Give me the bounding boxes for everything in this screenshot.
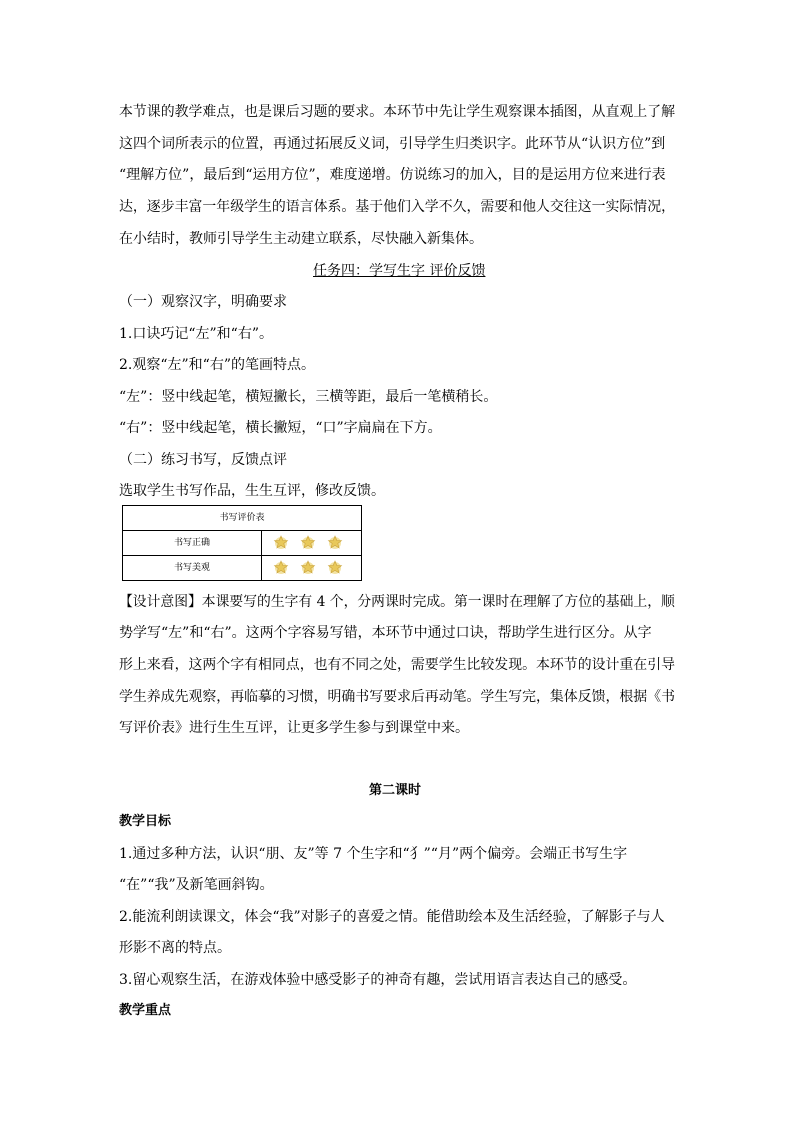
evaluation-table: [122, 505, 362, 581]
goals-heading: 教学目标: [119, 814, 172, 829]
star-icon: [300, 534, 316, 550]
key-points-heading: 教学重点: [119, 1003, 172, 1018]
design-intent-line: 形上来看，这两个字有相同点，也有不同之处，需要学生比较发现。本环节的设计重在引导: [119, 657, 675, 673]
table-row: [123, 531, 361, 556]
paragraph-line: 达，逐步丰富一年级学生的语言体系。基于他们入学不久，需要和他人交往这一实际情况，: [119, 199, 675, 215]
goal-line: 1.通过多种方法，认识“朋、友”等 7 个生字和“犭”“月”两个偏旁。会端正书写生字: [119, 846, 628, 862]
paragraph-line: “理解方位”，最后到“运用方位”，难度递增。仿说练习的加入，目的是运用方位来进行表: [119, 167, 666, 183]
design-intent-line: 势学写“左”和“右”。这两个字容易写错，本环节中通过口诀，帮助学生进行区分。从字: [119, 625, 652, 641]
paragraph-line: 在小结时，教师引导学生主动建立联系，尽快融入新集体。: [119, 231, 483, 247]
paragraph-line: 本节课的教学难点，也是课后习题的要求。本环节中先让学生观察课本插图，从直观上了解: [119, 104, 675, 120]
row-label: 书写正确: [123, 531, 262, 555]
goal-line: 3.留心观察生活，在游戏体验中感受影子的神奇有趣，尝试用语言表达自己的感受。: [119, 972, 637, 988]
lesson-title: 第二课时: [369, 783, 422, 798]
star-rating: [273, 559, 353, 577]
task-title: 任务四：学写生字 评价反馈: [313, 263, 486, 279]
design-intent-line: 学生养成先观察，再临摹的习惯，明确书写要求后再动笔。学生写完，集体反馈，根据《书: [119, 689, 675, 705]
star-icon: [327, 534, 343, 550]
section-heading: （二）练习书写，反馈点评: [119, 452, 287, 468]
character-note: “右”：竖中线起笔，横长撇短，“口”字扁扁在下方。: [119, 420, 442, 436]
table-caption: 书写评价表: [123, 506, 361, 531]
star-icon: [327, 559, 343, 575]
star-icon: [273, 559, 289, 575]
list-item: 1.口诀巧记“左”和“右”。: [119, 326, 273, 342]
star-icon: [300, 559, 316, 575]
goal-line: 形影不离的特点。: [119, 940, 231, 956]
section-heading: （一）观察汉字，明确要求: [119, 294, 287, 310]
goal-line: 2.能流利朗读课文，体会“我”对影子的喜爱之情。能借助绘本及生活经验，了解影子与人: [119, 909, 665, 925]
paragraph-line: 这四个词所表示的位置，再通过拓展反义词，引导学生归类识字。此环节从“认识方位”到: [119, 136, 666, 152]
character-note: “左”：竖中线起笔，横短撇长，三横等距，最后一笔横稍长。: [119, 389, 498, 405]
paragraph-line: 选取学生书写作品，生生互评，修改反馈。: [119, 483, 385, 499]
star-icon: [273, 534, 289, 550]
star-rating: [273, 534, 353, 552]
design-intent-line: 写评价表》进行生生互评，让更多学生参与到课堂中来。: [119, 720, 469, 736]
table-row: [123, 556, 361, 580]
goal-line: “在”“我”及新笔画斜钩。: [119, 877, 274, 893]
design-intent-line: 【设计意图】本课要写的生字有 4 个，分两课时完成。第一课时在理解了方位的基础上，顺: [119, 594, 675, 610]
list-item: 2.观察“左”和“右”的笔画特点。: [119, 357, 315, 373]
row-label: 书写美观: [123, 556, 262, 580]
